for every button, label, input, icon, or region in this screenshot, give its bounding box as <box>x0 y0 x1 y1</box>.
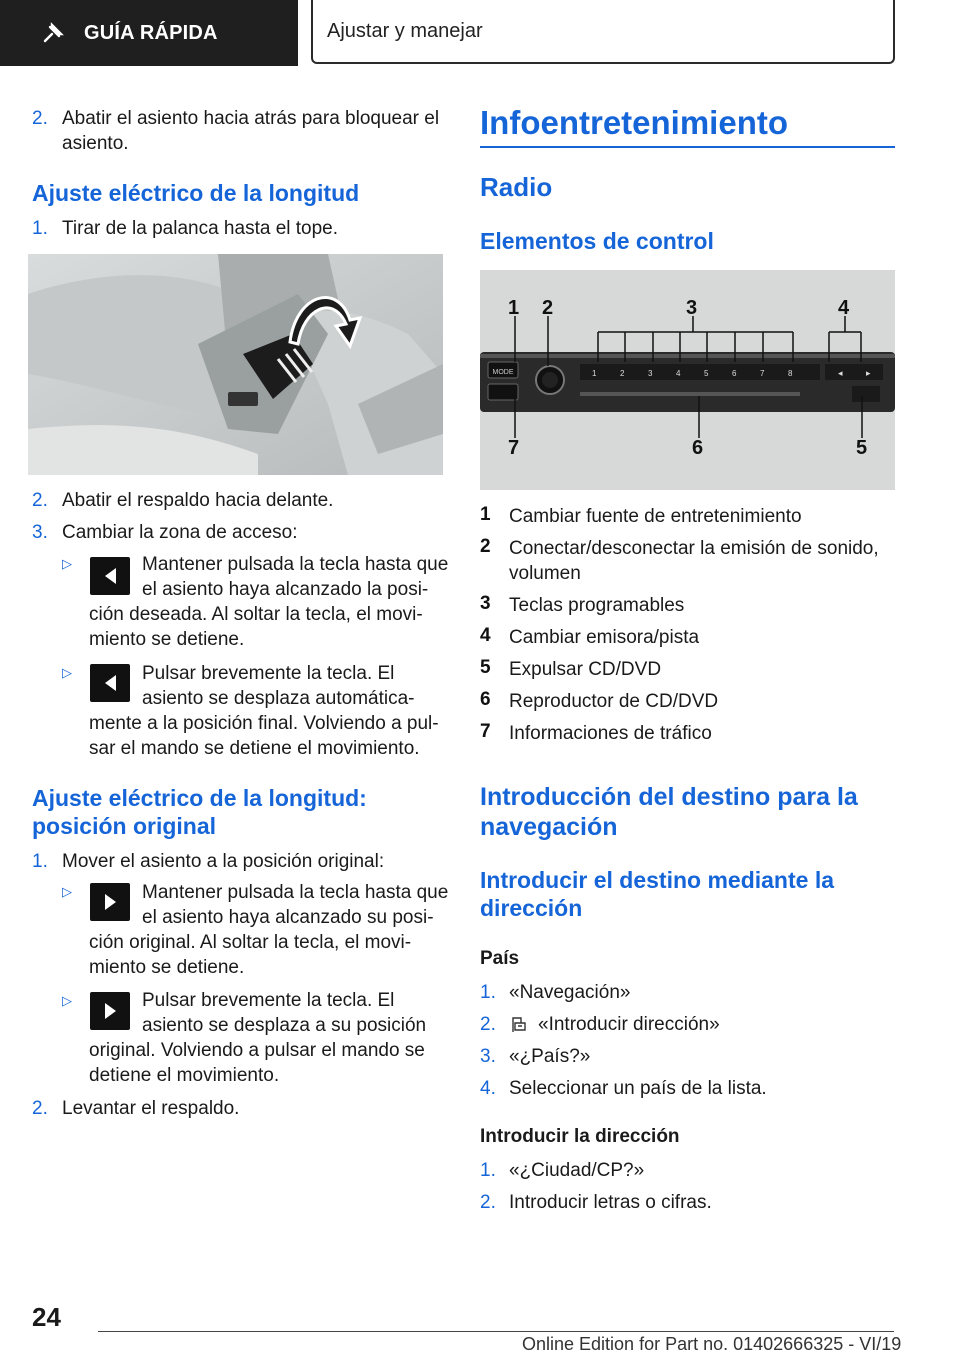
section-label: Ajustar y manejar <box>327 19 483 42</box>
section-tab[interactable] <box>311 0 895 64</box>
panel-key-label: 3 <box>648 369 653 378</box>
bullet-text: el asiento haya alcanzado la posi- <box>142 579 429 600</box>
step-number: 1. <box>480 1160 496 1181</box>
step-text: Mover el asiento a la posición original: <box>62 851 385 872</box>
bullet-text: asiento se desplaza a su posición <box>142 1015 427 1036</box>
bullet-text: ción original. Al soltar la tecla, el movi- <box>89 932 412 953</box>
step-number: 3. <box>32 522 48 543</box>
step-number: 4. <box>480 1078 496 1099</box>
callout-number: 7 <box>508 437 520 459</box>
legend-text: Reproductor de CD/DVD <box>509 691 719 712</box>
seat-back-key-icon <box>90 664 130 702</box>
step-text: Abatir el asiento hacia atrás para bloquear el <box>62 108 440 129</box>
section-heading: Radio <box>480 172 553 202</box>
bullet-text: detiene el movimiento. <box>89 1065 280 1086</box>
legend-text: Cambiar emisora/pista <box>509 627 700 648</box>
bullet-text: sar el mando se detiene el movimiento. <box>89 738 420 759</box>
step-text: «Navegación» <box>509 982 631 1003</box>
step-text: Seleccionar un país de la lista. <box>509 1078 767 1099</box>
block-heading: País <box>480 948 520 969</box>
step-text: Introducir letras o cifras. <box>509 1192 712 1213</box>
footer-rule <box>98 1331 894 1332</box>
subsection-heading: Elementos de control <box>480 228 714 254</box>
legend-text: Informaciones de tráfico <box>509 723 712 744</box>
bullet-triangle-icon: ▷ <box>62 993 72 1008</box>
step-number: 2. <box>32 1098 48 1119</box>
step-number: 2. <box>32 108 48 129</box>
callout-number: 6 <box>692 437 704 459</box>
bullet-triangle-icon: ▷ <box>62 665 72 680</box>
step-number: 3. <box>480 1046 496 1067</box>
seat-forward-key-icon <box>90 992 130 1030</box>
panel-key-label: 5 <box>704 369 709 378</box>
panel-mode-label: MODE <box>492 369 514 376</box>
svg-text:◂: ◂ <box>838 368 843 378</box>
step-number: 2. <box>480 1014 496 1035</box>
step-text: Abatir el respaldo hacia delante. <box>62 490 334 511</box>
panel-key-label: 7 <box>760 369 765 378</box>
callout-number: 1 <box>508 297 520 319</box>
bullet-text: Mantener pulsada la tecla hasta que <box>142 882 449 903</box>
section-heading: posición original <box>32 813 217 839</box>
step-number: 2. <box>480 1192 496 1213</box>
callout-number: 2 <box>542 297 554 319</box>
step-text: «¿Ciudad/CP?» <box>509 1160 645 1181</box>
legend-number: 1 <box>480 504 491 525</box>
step-text: Cambiar la zona de acceso: <box>62 522 298 543</box>
step-text: «¿País?» <box>509 1046 591 1067</box>
pin-icon <box>42 22 64 44</box>
chapter-heading: Infoentretenimiento <box>480 104 789 141</box>
bullet-text: Pulsar brevemente la tecla. El <box>142 663 395 684</box>
top-bar <box>0 0 960 66</box>
callout-number: 3 <box>686 297 698 319</box>
step-number: 1. <box>32 218 48 239</box>
subsection-heading: Introducir el destino mediante la <box>480 867 835 893</box>
seat-back-key-icon <box>90 557 130 595</box>
bullet-text: ción deseada. Al soltar la tecla, el movi- <box>89 604 423 625</box>
chapter-label: GUÍA RÁPIDA <box>84 21 218 44</box>
step-text: «Introducir dirección» <box>538 1014 720 1035</box>
panel-key-label: 6 <box>732 369 737 378</box>
bullet-text: original. Volviendo a pulsar el mando se <box>89 1040 425 1061</box>
block-heading: Introducir la dirección <box>480 1126 680 1147</box>
legend-number: 6 <box>480 689 491 710</box>
legend-number: 7 <box>480 721 491 742</box>
legend-number: 5 <box>480 657 491 678</box>
legend-number: 4 <box>480 625 491 646</box>
bullet-text: Pulsar brevemente la tecla. El <box>142 990 395 1011</box>
legend-text: Teclas programables <box>509 595 685 616</box>
address-flag-icon <box>509 1014 529 1039</box>
callout-number: 4 <box>838 297 850 319</box>
legend-text: Cambiar fuente de entretenimiento <box>509 506 802 527</box>
section-heading: navegación <box>480 813 618 841</box>
heading-rule <box>480 146 895 148</box>
bullet-text: el asiento haya alcanzado su posi- <box>142 907 434 928</box>
bullet-text: asiento se desplaza automática- <box>142 688 415 709</box>
subsection-heading: dirección <box>480 895 583 921</box>
legend-number: 3 <box>480 593 491 614</box>
step-number: 1. <box>32 851 48 872</box>
bullet-triangle-icon: ▷ <box>62 884 72 899</box>
radio-panel-photo <box>480 270 895 490</box>
legend-text: Expulsar CD/DVD <box>509 659 662 680</box>
step-number: 2. <box>32 490 48 511</box>
step-text: asiento. <box>62 133 129 154</box>
panel-key-label: 2 <box>620 369 625 378</box>
bullet-text: mente a la posición final. Volviendo a pul- <box>89 713 439 734</box>
page-number: 24 <box>32 1302 61 1332</box>
legend-number: 2 <box>480 536 491 557</box>
section-heading: Ajuste eléctrico de la longitud: <box>32 785 367 811</box>
panel-key-label: 1 <box>592 369 597 378</box>
legend-text: volumen <box>509 563 581 584</box>
step-number: 1. <box>480 982 496 1003</box>
callout-number: 5 <box>856 437 868 459</box>
bullet-text: miento se detiene. <box>89 957 245 978</box>
seat-lever-photo <box>28 254 443 475</box>
legend-text: Conectar/desconectar la emisión de sonido, <box>509 538 879 559</box>
panel-key-label: 4 <box>676 369 681 378</box>
step-text: Levantar el respaldo. <box>62 1098 240 1119</box>
chapter-tab[interactable] <box>0 0 298 66</box>
bullet-text: miento se detiene. <box>89 629 245 650</box>
section-heading: Ajuste eléctrico de la longitud <box>32 180 360 206</box>
edition-text: Online Edition for Part no. 01402666325 - VI/19 <box>522 1334 902 1354</box>
bullet-triangle-icon: ▷ <box>62 556 72 571</box>
svg-text:▸: ▸ <box>866 368 871 378</box>
step-text: Tirar de la palanca hasta el tope. <box>62 218 339 239</box>
section-heading: Introducción del destino para la <box>480 783 858 811</box>
bullet-text: Mantener pulsada la tecla hasta que <box>142 554 449 575</box>
seat-forward-key-icon <box>90 883 130 921</box>
panel-key-label: 8 <box>788 369 793 378</box>
